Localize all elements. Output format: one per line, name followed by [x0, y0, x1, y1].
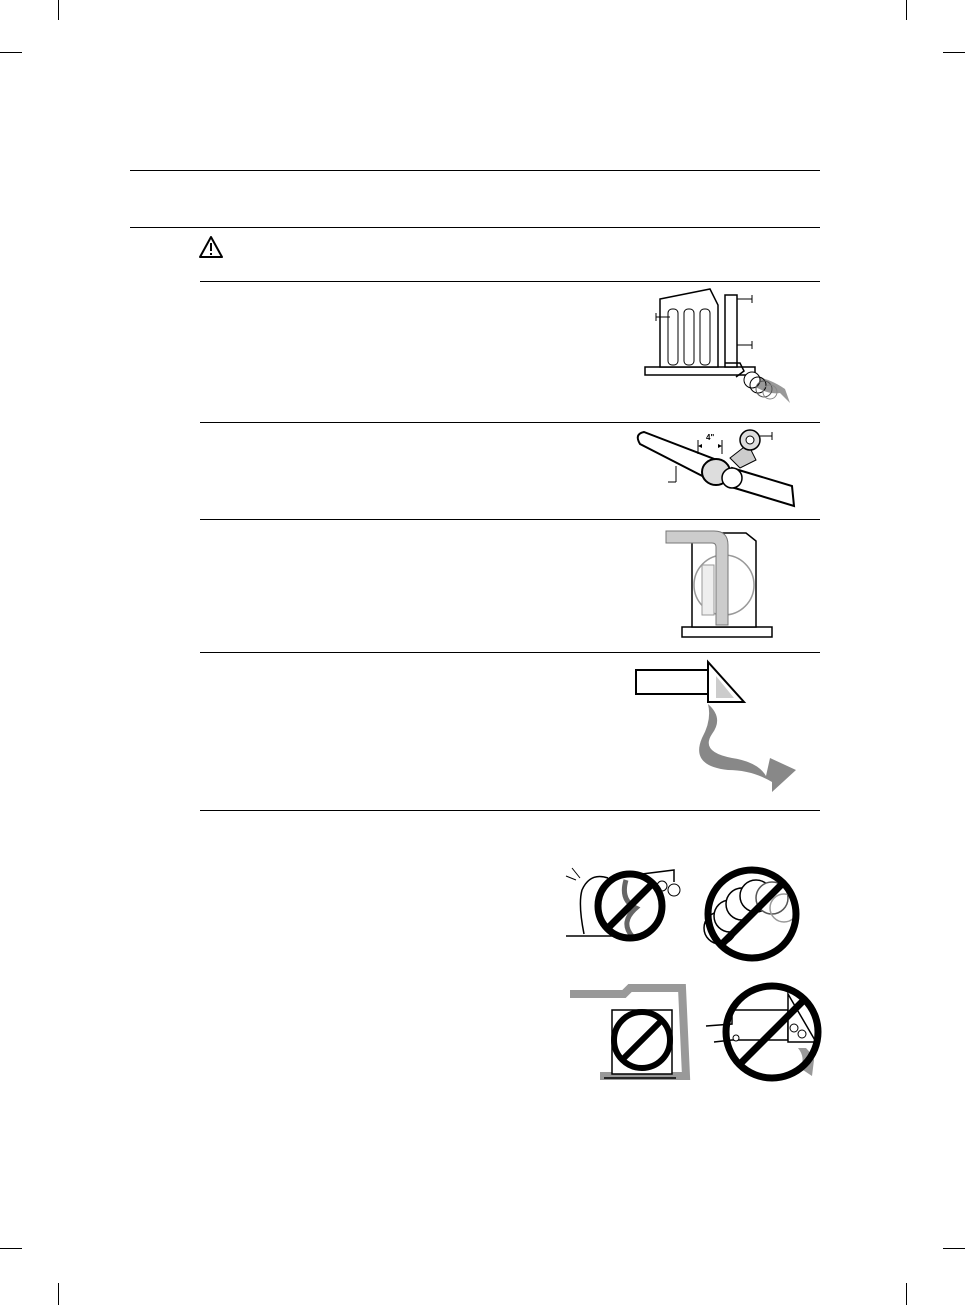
dryer-rear-duct-illustration [660, 527, 775, 642]
exhaust-hood-illustration [632, 658, 802, 798]
caution-rule [200, 281, 820, 282]
crop-mark [0, 52, 22, 53]
dryer-duct-side-illustration [640, 285, 800, 410]
duct-joint-illustration [632, 424, 802, 514]
item-rule [200, 422, 820, 423]
section-rule [130, 227, 820, 228]
prohibited-long-duct-illustration [564, 980, 692, 1084]
crop-mark [943, 1248, 965, 1249]
crop-mark [943, 52, 965, 53]
crop-mark [906, 1283, 907, 1305]
duct-spacing-label: 4" [706, 433, 715, 442]
item-rule [200, 652, 820, 653]
warning-triangle-icon [198, 235, 224, 259]
prohibited-crushed-duct-illustration [562, 860, 692, 942]
crop-mark [906, 0, 907, 20]
section-rule-top [130, 170, 820, 171]
crop-mark [58, 1283, 59, 1305]
item-rule [200, 810, 820, 811]
item-rule [200, 519, 820, 520]
crop-mark [0, 1248, 22, 1249]
crop-mark [58, 0, 59, 20]
prohibited-blocked-hood-illustration [702, 980, 827, 1084]
prohibited-foil-duct-illustration [700, 864, 805, 964]
